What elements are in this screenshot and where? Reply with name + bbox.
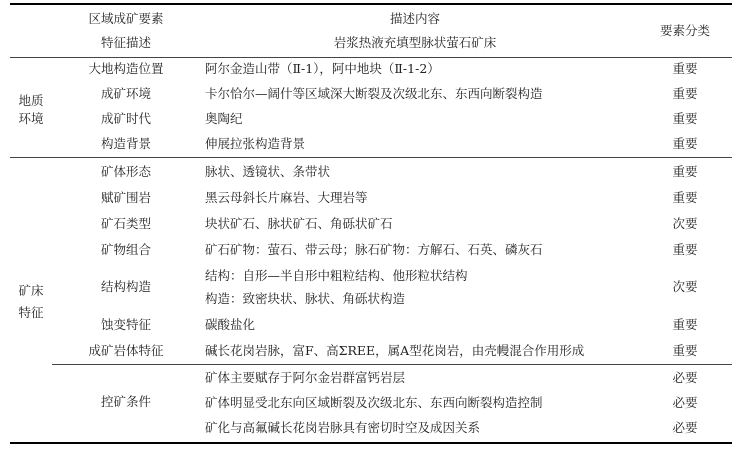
- element-label: 成矿岩体特征: [88, 343, 164, 358]
- table-bottom-rule: [10, 442, 732, 444]
- element-label: 控矿条件: [100, 394, 151, 409]
- class-label: 重要: [672, 242, 698, 257]
- class-label: 重要: [672, 190, 698, 205]
- group-label-deposit-1: 矿床: [18, 283, 44, 298]
- header-desc-title: 描述内容: [389, 11, 440, 26]
- description-text: 构造：致密块状、脉状、角砾状构造: [205, 291, 406, 306]
- description-text: 矿体主要赋存于阿尔金岩群富钙岩层: [205, 370, 406, 385]
- class-label: 重要: [672, 343, 698, 358]
- header-desc-subtitle: 岩浆热液充填型脉状萤石矿床: [333, 35, 497, 50]
- table-top-rule: [10, 3, 732, 5]
- control-divider-rule: [52, 364, 732, 365]
- element-label: 矿石类型: [100, 216, 151, 231]
- description-text: 碱长花岗岩脉，富F、高ΣREE，属A型花岗岩，由壳幔混合作用形成: [205, 343, 585, 358]
- class-label: 必要: [672, 370, 698, 385]
- description-text: 奥陶纪: [205, 111, 243, 126]
- description-text: 矿石矿物：萤石、带云母；脉石矿物：方解石、石英、磷灰石: [205, 242, 543, 257]
- header-element-title: 区域成矿要素: [88, 11, 164, 26]
- description-text: 块状矿石、脉状矿石、角砾状矿石: [205, 216, 393, 231]
- description-text: 伸展拉张构造背景: [205, 136, 306, 151]
- description-text: 结构：自形—半自形中粗粒结构、他形粒状结构: [205, 268, 468, 283]
- class-label: 重要: [672, 111, 698, 126]
- header-element-subtitle: 特征描述: [100, 35, 151, 50]
- description-text: 脉状、透镜状、条带状: [205, 164, 331, 179]
- group-divider-rule: [10, 157, 732, 158]
- class-label: 次要: [672, 216, 698, 231]
- element-label: 结构构造: [100, 279, 151, 294]
- class-label: 重要: [672, 317, 698, 332]
- element-label: 构造背景: [100, 136, 151, 151]
- element-label: 赋矿围岩: [100, 190, 151, 205]
- description-text: 黑云母斜长片麻岩、大理岩等: [205, 190, 368, 205]
- class-label: 必要: [672, 420, 698, 435]
- element-label: 蚀变特征: [100, 317, 151, 332]
- class-label: 次要: [672, 279, 698, 294]
- element-label: 成矿环境: [100, 86, 151, 101]
- element-label: 大地构造位置: [88, 61, 164, 76]
- description-text: 碳酸盐化: [205, 317, 256, 332]
- description-text: 阿尔金造山带（Ⅱ-1），阿中地块（Ⅱ-1-2）: [205, 61, 440, 76]
- description-text: 卡尔恰尔—阔什等区域深大断裂及次级北东、东西向断裂构造: [205, 86, 543, 101]
- description-text: 矿体明显受北东向区域断裂及次级北东、东西向断裂构造控制: [205, 395, 543, 410]
- group-label-geo-1: 地质: [18, 93, 44, 108]
- description-text: 矿化与高氟碱长花岗岩脉具有密切时空及成因关系: [205, 420, 481, 435]
- element-label: 矿体形态: [100, 164, 151, 179]
- class-label: 重要: [672, 164, 698, 179]
- group-label-geo-2: 环境: [18, 111, 44, 126]
- group-label-deposit-2: 特征: [18, 305, 44, 320]
- element-label: 矿物组合: [100, 242, 151, 257]
- class-label: 必要: [672, 395, 698, 410]
- header-class: 要素分类: [659, 23, 710, 38]
- class-label: 重要: [672, 61, 698, 76]
- class-label: 重要: [672, 86, 698, 101]
- class-label: 重要: [672, 136, 698, 151]
- element-label: 成矿时代: [100, 111, 151, 126]
- header-bottom-rule: [10, 57, 732, 58]
